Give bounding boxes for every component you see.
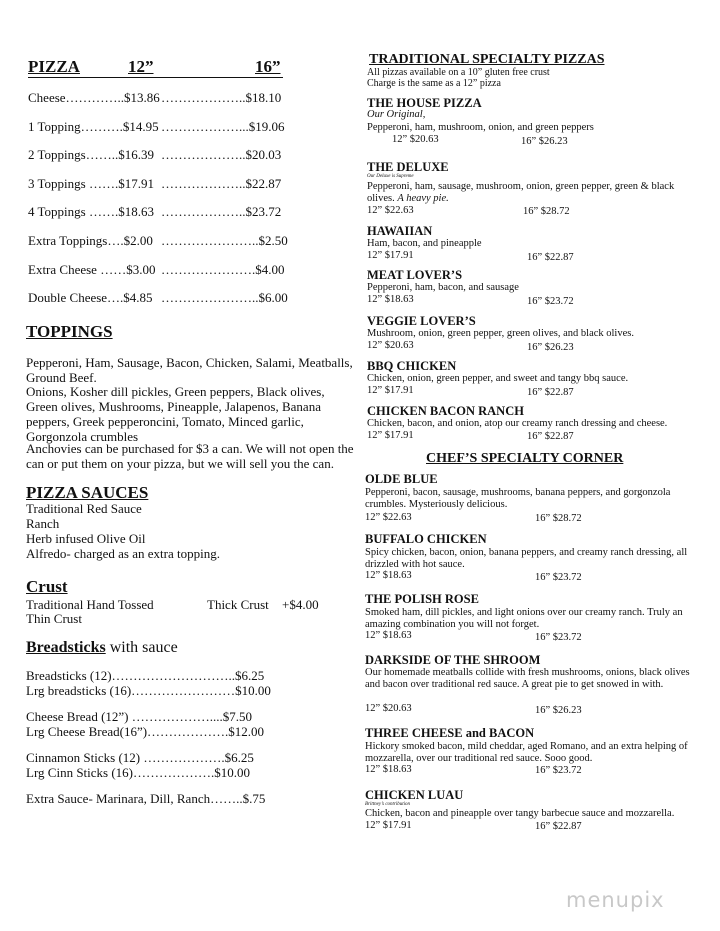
breadsticks-line: Breadsticks (12)………………………..$6.25 <box>26 668 265 683</box>
specialty-price-16: 16” $22.87 <box>527 431 574 442</box>
pizza-row-3toppings-12: 3 Toppings …….$17.91 <box>28 176 154 191</box>
gluten-free-charge-note: Charge is the same as a 12” pizza <box>367 78 501 89</box>
chef-item-price-12: 12” $17.91 <box>365 820 412 831</box>
specialty-desc-italic: A heavy pie. <box>397 193 449 204</box>
chef-item-price-16: 16” $23.72 <box>535 765 582 776</box>
specialty-subtitle: Our Original, <box>367 109 426 120</box>
chef-item-desc: Hickory smoked bacon, mild cheddar, aged Romano, and an extra helping of mozzarella, over our traditional red sauce. Sooo good. <box>365 741 688 764</box>
breadsticks-title <box>26 639 178 657</box>
chef-item-name: DARKSIDE OF THE SHROOM <box>365 653 541 667</box>
pizza-row-extra-cheese-12: Extra Cheese ……$3.00 <box>28 262 156 277</box>
sauce-item: Ranch <box>26 516 60 531</box>
crust-thick-price: +$4.00 <box>282 597 319 612</box>
breadsticks-line: Cinnamon Sticks (12) ……………….$6.25 <box>26 750 254 765</box>
pizza-row-2toppings-16: ………………..$20.03 <box>161 147 282 162</box>
specialty-desc: Ham, bacon, and pineapple <box>367 238 482 249</box>
chef-item-tagline: Brittney’s contribution <box>365 802 411 807</box>
chef-item-price-16: 16” $23.72 <box>535 572 582 583</box>
chef-item-price-12: 12” $18.63 <box>365 764 412 775</box>
sauce-item: Traditional Red Sauce <box>26 501 142 516</box>
breadsticks-line: Extra Sauce- Marinara, Dill, Ranch……..$.75 <box>26 791 266 806</box>
specialty-price-12: 12” $20.63 <box>392 134 439 145</box>
chef-item-price-16: 16” $26.23 <box>535 705 582 716</box>
specialty-price-12: 12” $17.91 <box>367 430 414 441</box>
specialty-price-12: 12” $17.91 <box>367 250 414 261</box>
sauces-title: PIZZA SAUCES <box>26 483 149 502</box>
specialty-price-16: 16” $26.23 <box>527 342 574 353</box>
sauce-item: Alfredo- charged as an extra topping. <box>26 546 220 561</box>
specialty-name: THE DELUXE <box>367 160 449 174</box>
specialty-desc: Pepperoni, ham, bacon, and sausage <box>367 282 519 293</box>
chef-item-price-12: 12” $22.63 <box>365 512 412 523</box>
pizza-row-extra-toppings-12: Extra Toppings….$2.00 <box>28 233 153 248</box>
specialty-price-16: 16” $28.72 <box>523 206 570 217</box>
chef-item-price-12: 12” $18.63 <box>365 630 412 641</box>
chef-item-name: CHICKEN LUAU <box>365 788 464 802</box>
pizza-row-extra-toppings-16: …………………..$2.50 <box>161 233 288 248</box>
pizza-col-16: 16” <box>255 57 281 76</box>
chef-item-name: BUFFALO CHICKEN <box>365 532 487 546</box>
pizza-row-cheese-12: Cheese…………..$13.86 <box>28 90 160 105</box>
specialty-price-16: 16” $22.87 <box>527 252 574 263</box>
toppings-title: TOPPINGS <box>26 322 113 341</box>
crust-thin: Thin Crust <box>26 611 82 626</box>
specialty-name: VEGGIE LOVER’S <box>367 314 476 328</box>
chef-item-name: OLDE BLUE <box>365 472 438 486</box>
pizza-title: PIZZA <box>28 57 80 76</box>
specialty-price-16: 16” $26.23 <box>521 136 568 147</box>
chef-item-price-12: 12” $20.63 <box>365 703 412 714</box>
chef-item-name: THREE CHEESE and BACON <box>365 726 535 740</box>
chef-item-desc: Pepperoni, bacon, sausage, mushrooms, banana peppers, and gorgonzola crumbles. Mysteriously delicious. <box>365 487 671 510</box>
breadsticks-line: Lrg Cheese Bread(16”)……………….$12.00 <box>26 724 265 739</box>
specialty-price-12: 12” $22.63 <box>367 205 414 216</box>
chef-item-desc: Chicken, bacon and pineapple over tangy barbecue sauce and mozzarella. <box>365 808 675 819</box>
pizza-row-4toppings-16: ………………..$23.72 <box>161 204 282 219</box>
breadsticks-line: Cheese Bread (12”) ………………....$7.50 <box>26 709 253 724</box>
toppings-veggies: Onions, Kosher dill pickles, Green peppers, Black olives, Green olives, Mushrooms, Pineapple, Jalapenos, Banana peppers, Greek pepperoncini, Tomato, Minced garlic, Gorgonzola crumbles <box>26 384 325 444</box>
chef-item-price-12: 12” $18.63 <box>365 570 412 581</box>
pizza-row-1topping-12: 1 Topping……….$14.95 <box>28 119 159 134</box>
specialty-desc: Chicken, bacon, and onion, atop our creamy ranch dressing and cheese. <box>367 418 668 429</box>
gluten-free-note: All pizzas available on a 10” gluten free crust <box>367 67 550 78</box>
chef-item-desc: Smoked ham, dill pickles, and light onions over our creamy ranch. Truly an amazing combination you will not forget. <box>365 607 683 630</box>
specialty-title: TRADITIONAL SPECIALTY PIZZAS <box>369 52 605 67</box>
sauce-item: Herb infused Olive Oil <box>26 531 146 546</box>
pizza-header-underline <box>28 77 283 78</box>
specialty-tagline: Our Deluxe is Supreme <box>367 174 414 179</box>
pizza-row-2toppings-12: 2 Toppings……..$16.39 <box>28 147 154 162</box>
pizza-col-12: 12” <box>128 57 154 76</box>
pizza-row-double-cheese-12: Double Cheese….$4.85 <box>28 290 153 305</box>
chef-item-desc: Our homemade meatballs collide with fresh mushrooms, onions, black olives and bacon over traditional red sauce. A great pie to get snowed in with. <box>365 667 690 690</box>
pizza-row-3toppings-16: ………………..$22.87 <box>161 176 282 191</box>
specialty-name: MEAT LOVER’S <box>367 268 463 282</box>
breadsticks-title-rest: with sauce <box>105 639 178 656</box>
specialty-price-16: 16” $23.72 <box>527 296 574 307</box>
specialty-name: BBQ CHICKEN <box>367 359 457 373</box>
pizza-row-4toppings-12: 4 Toppings …….$18.63 <box>28 204 154 219</box>
specialty-price-16: 16” $22.87 <box>527 387 574 398</box>
specialty-desc: Mushroom, onion, green pepper, green olives, and black olives. <box>367 328 634 339</box>
chef-item-price-16: 16” $28.72 <box>535 513 582 524</box>
specialty-desc <box>367 181 692 205</box>
specialty-name: CHICKEN BACON RANCH <box>367 404 524 418</box>
specialty-desc: Pepperoni, ham, mushroom, onion, and green peppers <box>367 122 594 133</box>
pizza-row-double-cheese-16: …………………..$6.00 <box>161 290 288 305</box>
breadsticks-line: Lrg breadsticks (16)……………………$10.00 <box>26 683 271 698</box>
chef-item-price-16: 16” $23.72 <box>535 632 582 643</box>
specialty-name: HAWAIIAN <box>367 224 433 238</box>
chef-item-desc: Spicy chicken, bacon, onion, banana peppers, and creamy ranch dressing, all drizzled with hot sauce. <box>365 547 688 570</box>
specialty-desc-text: Pepperoni, ham, sausage, mushroom, onion, green pepper, green & black olives. <box>367 181 675 204</box>
breadsticks-line: Lrg Cinn Sticks (16)……………….$10.00 <box>26 765 251 780</box>
pizza-row-1topping-16: ………………...$19.06 <box>161 119 285 134</box>
breadsticks-title-bold: Breadsticks <box>26 639 106 656</box>
crust-title: Crust <box>26 577 68 596</box>
specialty-desc: Chicken, onion, green pepper, and sweet and tangy bbq sauce. <box>367 373 629 384</box>
toppings-anchovies-note: Anchovies can be purchased for $3 a can. We will not open the can or put them on your pizza, but we will sell you the can. <box>26 441 354 471</box>
chef-corner-title: CHEF’S SPECIALTY CORNER <box>426 451 624 466</box>
crust-hand-tossed: Traditional Hand Tossed <box>26 597 154 612</box>
specialty-price-12: 12” $17.91 <box>367 385 414 396</box>
menupix-watermark: menupix <box>566 888 665 912</box>
toppings-meats: Pepperoni, Ham, Sausage, Bacon, Chicken, Salami, Meatballs, Ground Beef. <box>26 355 353 385</box>
chef-item-price-16: 16” $22.87 <box>535 821 582 832</box>
specialty-name: THE HOUSE PIZZA <box>367 96 482 110</box>
crust-thick: Thick Crust <box>207 597 269 612</box>
pizza-row-extra-cheese-16: ………………….$4.00 <box>161 262 285 277</box>
chef-item-name: THE POLISH ROSE <box>365 592 479 606</box>
pizza-row-cheese-16: ………………..$18.10 <box>161 90 282 105</box>
specialty-price-12: 12” $18.63 <box>367 294 414 305</box>
specialty-price-12: 12” $20.63 <box>367 340 414 351</box>
